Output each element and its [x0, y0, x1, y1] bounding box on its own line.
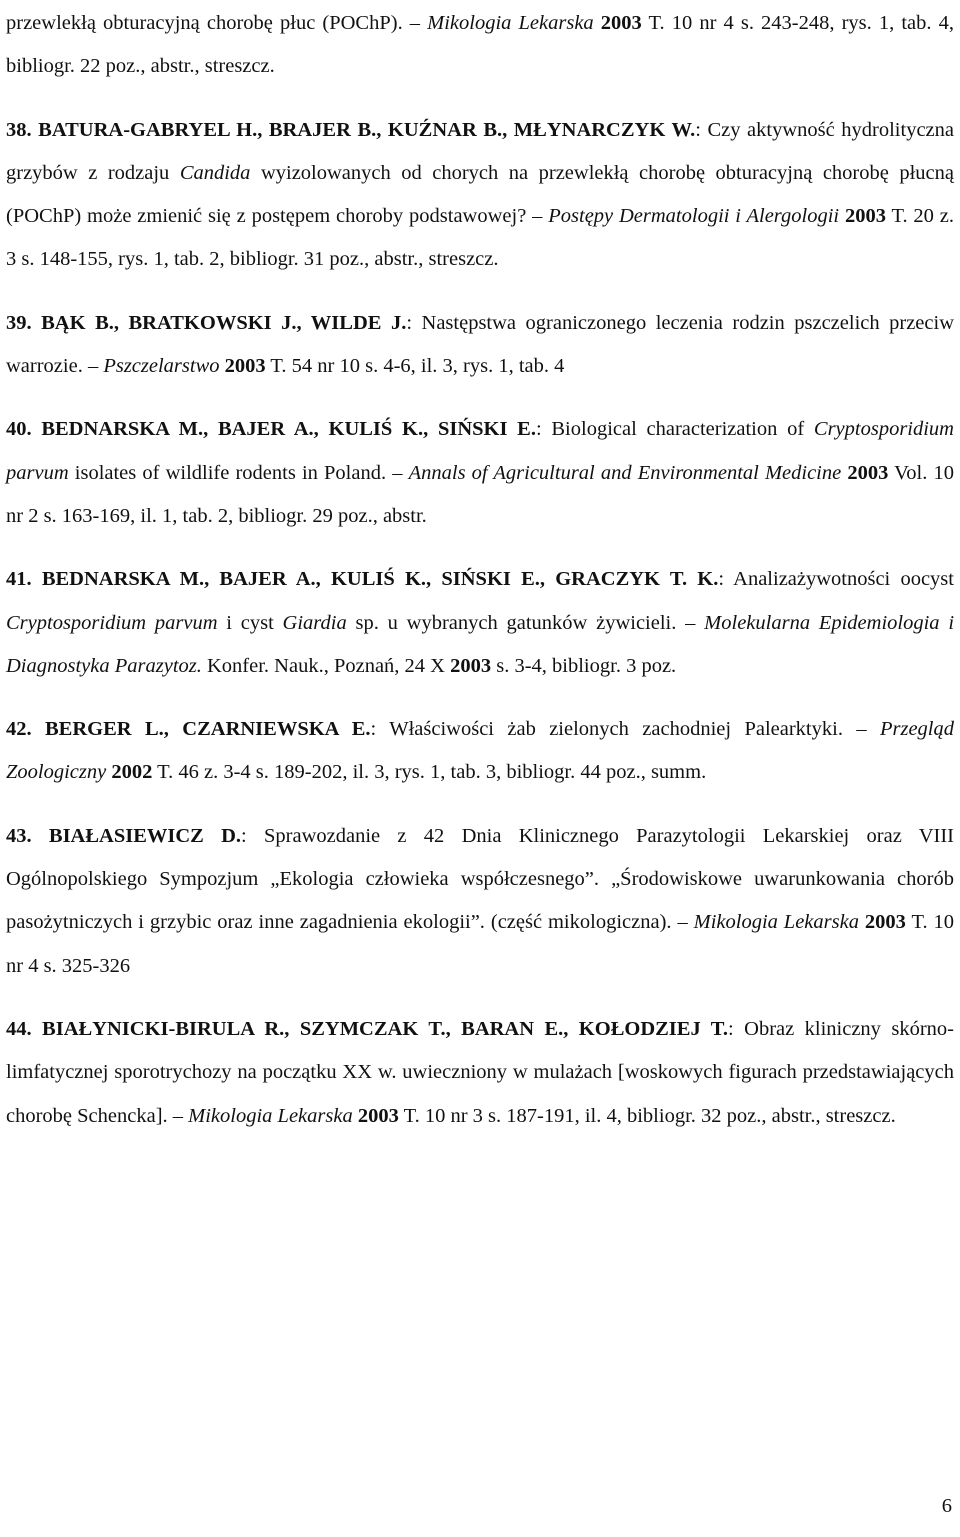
entry-authors: 43. BIAŁASIEWICZ D.	[6, 824, 242, 847]
entry-year: 2003	[450, 654, 492, 677]
bibliography-entry	[6, 302, 954, 389]
entry-text: : Czy aktywność hydrolityczna grzybów z rodzaju	[6, 118, 954, 184]
entry-text: : Sprawozdanie z 42 Dnia Klinicznego Parazytologii Lekarskiej oraz VIII Ogólnopolskiego Sympozjum „Ekologia człowieka współczesnego”. „Środowiskowe uwarunkowania chorób pasożytniczych i grzybic oraz inne zagadnienia ekologii”. (część mikologiczna). –	[6, 824, 954, 934]
entry-authors: 42. BERGER L., CZARNIEWSKA E.	[6, 718, 371, 741]
entry-year: 2003	[864, 911, 906, 934]
entry-text: : Następstwa ograniczonego leczenia rodzin pszczelich przeciw warrozie. –	[6, 311, 954, 378]
entry-text: i cyst	[217, 611, 283, 634]
entry-text: : Biological characterization of	[535, 418, 814, 441]
entry-text: isolates of wildlife rodents in Poland. –	[68, 461, 409, 484]
entry-year: 2003	[600, 12, 642, 34]
entry-italic-text: Pszczelarstwo	[103, 355, 220, 378]
page-number: 6	[941, 1495, 952, 1517]
entry-authors: 39. BĄK B., BRATKOWSKI J., WILDE J.	[6, 311, 407, 334]
entry-authors: 38. BATURA-GABRYEL H., BRAJER B., KUŹNAR B., MŁYNARCZYK W.	[6, 118, 696, 141]
bibliography-entry	[6, 1008, 954, 1138]
bibliography-entry	[6, 408, 954, 538]
bibliography-entry	[6, 558, 954, 688]
entry-text: : Właściwości żab zielonych zachodniej Palearktyki. –	[370, 718, 880, 741]
entry-authors: 41. BEDNARSKA M., BAJER A., KULIŚ K., SIŃSKI E., GRACZYK T. K.	[6, 568, 719, 591]
entry-italic-text: Cryptosporidium parvum	[6, 611, 218, 634]
entry-italic-text: Mikologia Lekarska	[427, 12, 594, 34]
entry-authors: 44. BIAŁYNICKI-BIRULA R., SZYMCZAK T., BARAN E., KOŁODZIEJ T.	[6, 1017, 729, 1040]
entry-text: Vol. 10 nr 2 s. 163-169, il. 1, tab. 2, bibliogr. 29 poz., abstr.	[6, 461, 954, 527]
entry-year: 2003	[224, 355, 266, 378]
entry-text: sp. u wybranych gatunków żywicieli. –	[346, 611, 705, 634]
bibliography-entry	[6, 109, 954, 282]
entry-year: 2002	[111, 761, 153, 784]
bibliography-entry	[6, 708, 954, 795]
entry-italic-text: Mikologia Lekarska	[188, 1104, 353, 1127]
entry-text: T. 54 nr 10 s. 4-6, il. 3, rys. 1, tab. 4	[265, 355, 565, 378]
entry-year: 2003	[844, 205, 886, 228]
entry-italic-text: Giardia	[282, 611, 347, 634]
bibliography-entry	[6, 815, 954, 988]
bibliography-page	[6, 2, 954, 1138]
entry-text: Konfer. Nauk., Poznań, 24 X	[201, 654, 451, 677]
entry-year: 2003	[847, 461, 889, 484]
entry-text: : Obraz kliniczny skórno-limfatycznej sporotrychozy na początku XX w. uwieczniony w mulażach [woskowych figurach przedstawiających chorobę Schencka]. –	[6, 1017, 954, 1127]
entry-italic-text: Annals of Agricultural and Environmental Medicine	[408, 461, 842, 484]
entry-text: : Analizażywotności oocyst	[718, 568, 954, 591]
entry-authors: 40. BEDNARSKA M., BAJER A., KULIŚ K., SIŃSKI E.	[6, 418, 536, 441]
entry-text: T. 46 z. 3-4 s. 189-202, il. 3, rys. 1, tab. 3, bibliogr. 44 poz., summ.	[152, 761, 707, 784]
entry-text: T. 10 nr 4 s. 243-248, rys. 1, tab. 4, bibliogr. 22 poz., abstr., streszcz.	[6, 12, 954, 78]
entry-text: s. 3-4, bibliogr. 3 poz.	[491, 654, 677, 677]
entry-text: T. 10 nr 3 s. 187-191, il. 4, bibliogr. 32 poz., abstr., streszcz.	[398, 1104, 896, 1127]
entry-italic-text: Candida	[179, 161, 251, 184]
entry-year: 2003	[357, 1104, 399, 1127]
entry-italic-text: Przegląd Zoologiczny	[6, 718, 954, 784]
entry-text: T. 20 z. 3 s. 148-155, rys. 1, tab. 2, bibliogr. 31 poz., abstr., streszcz.	[6, 205, 954, 271]
entry-text: wyizolowanych od chorych na przewlekłą chorobę obturacyjną chorobę płucną (POChP) może zmienić się z postępem choroby podstawowej? –	[6, 161, 954, 228]
entry-text: przewlekłą obturacyjną chorobę płuc (POChP). –	[6, 12, 428, 34]
entry-italic-text: Molekularna Epidemiologia i Diagnostyka Parazytoz.	[6, 611, 955, 677]
entry-italic-text: Postępy Dermatologii i Alergologii	[548, 205, 840, 228]
bibliography-entry	[6, 2, 954, 89]
entry-italic-text: Cryptosporidium parvum	[6, 418, 954, 484]
entry-text: T. 10 nr 4 s. 325-326	[6, 911, 955, 977]
entry-italic-text: Mikologia Lekarska	[693, 911, 859, 934]
entry-text	[594, 12, 601, 34]
